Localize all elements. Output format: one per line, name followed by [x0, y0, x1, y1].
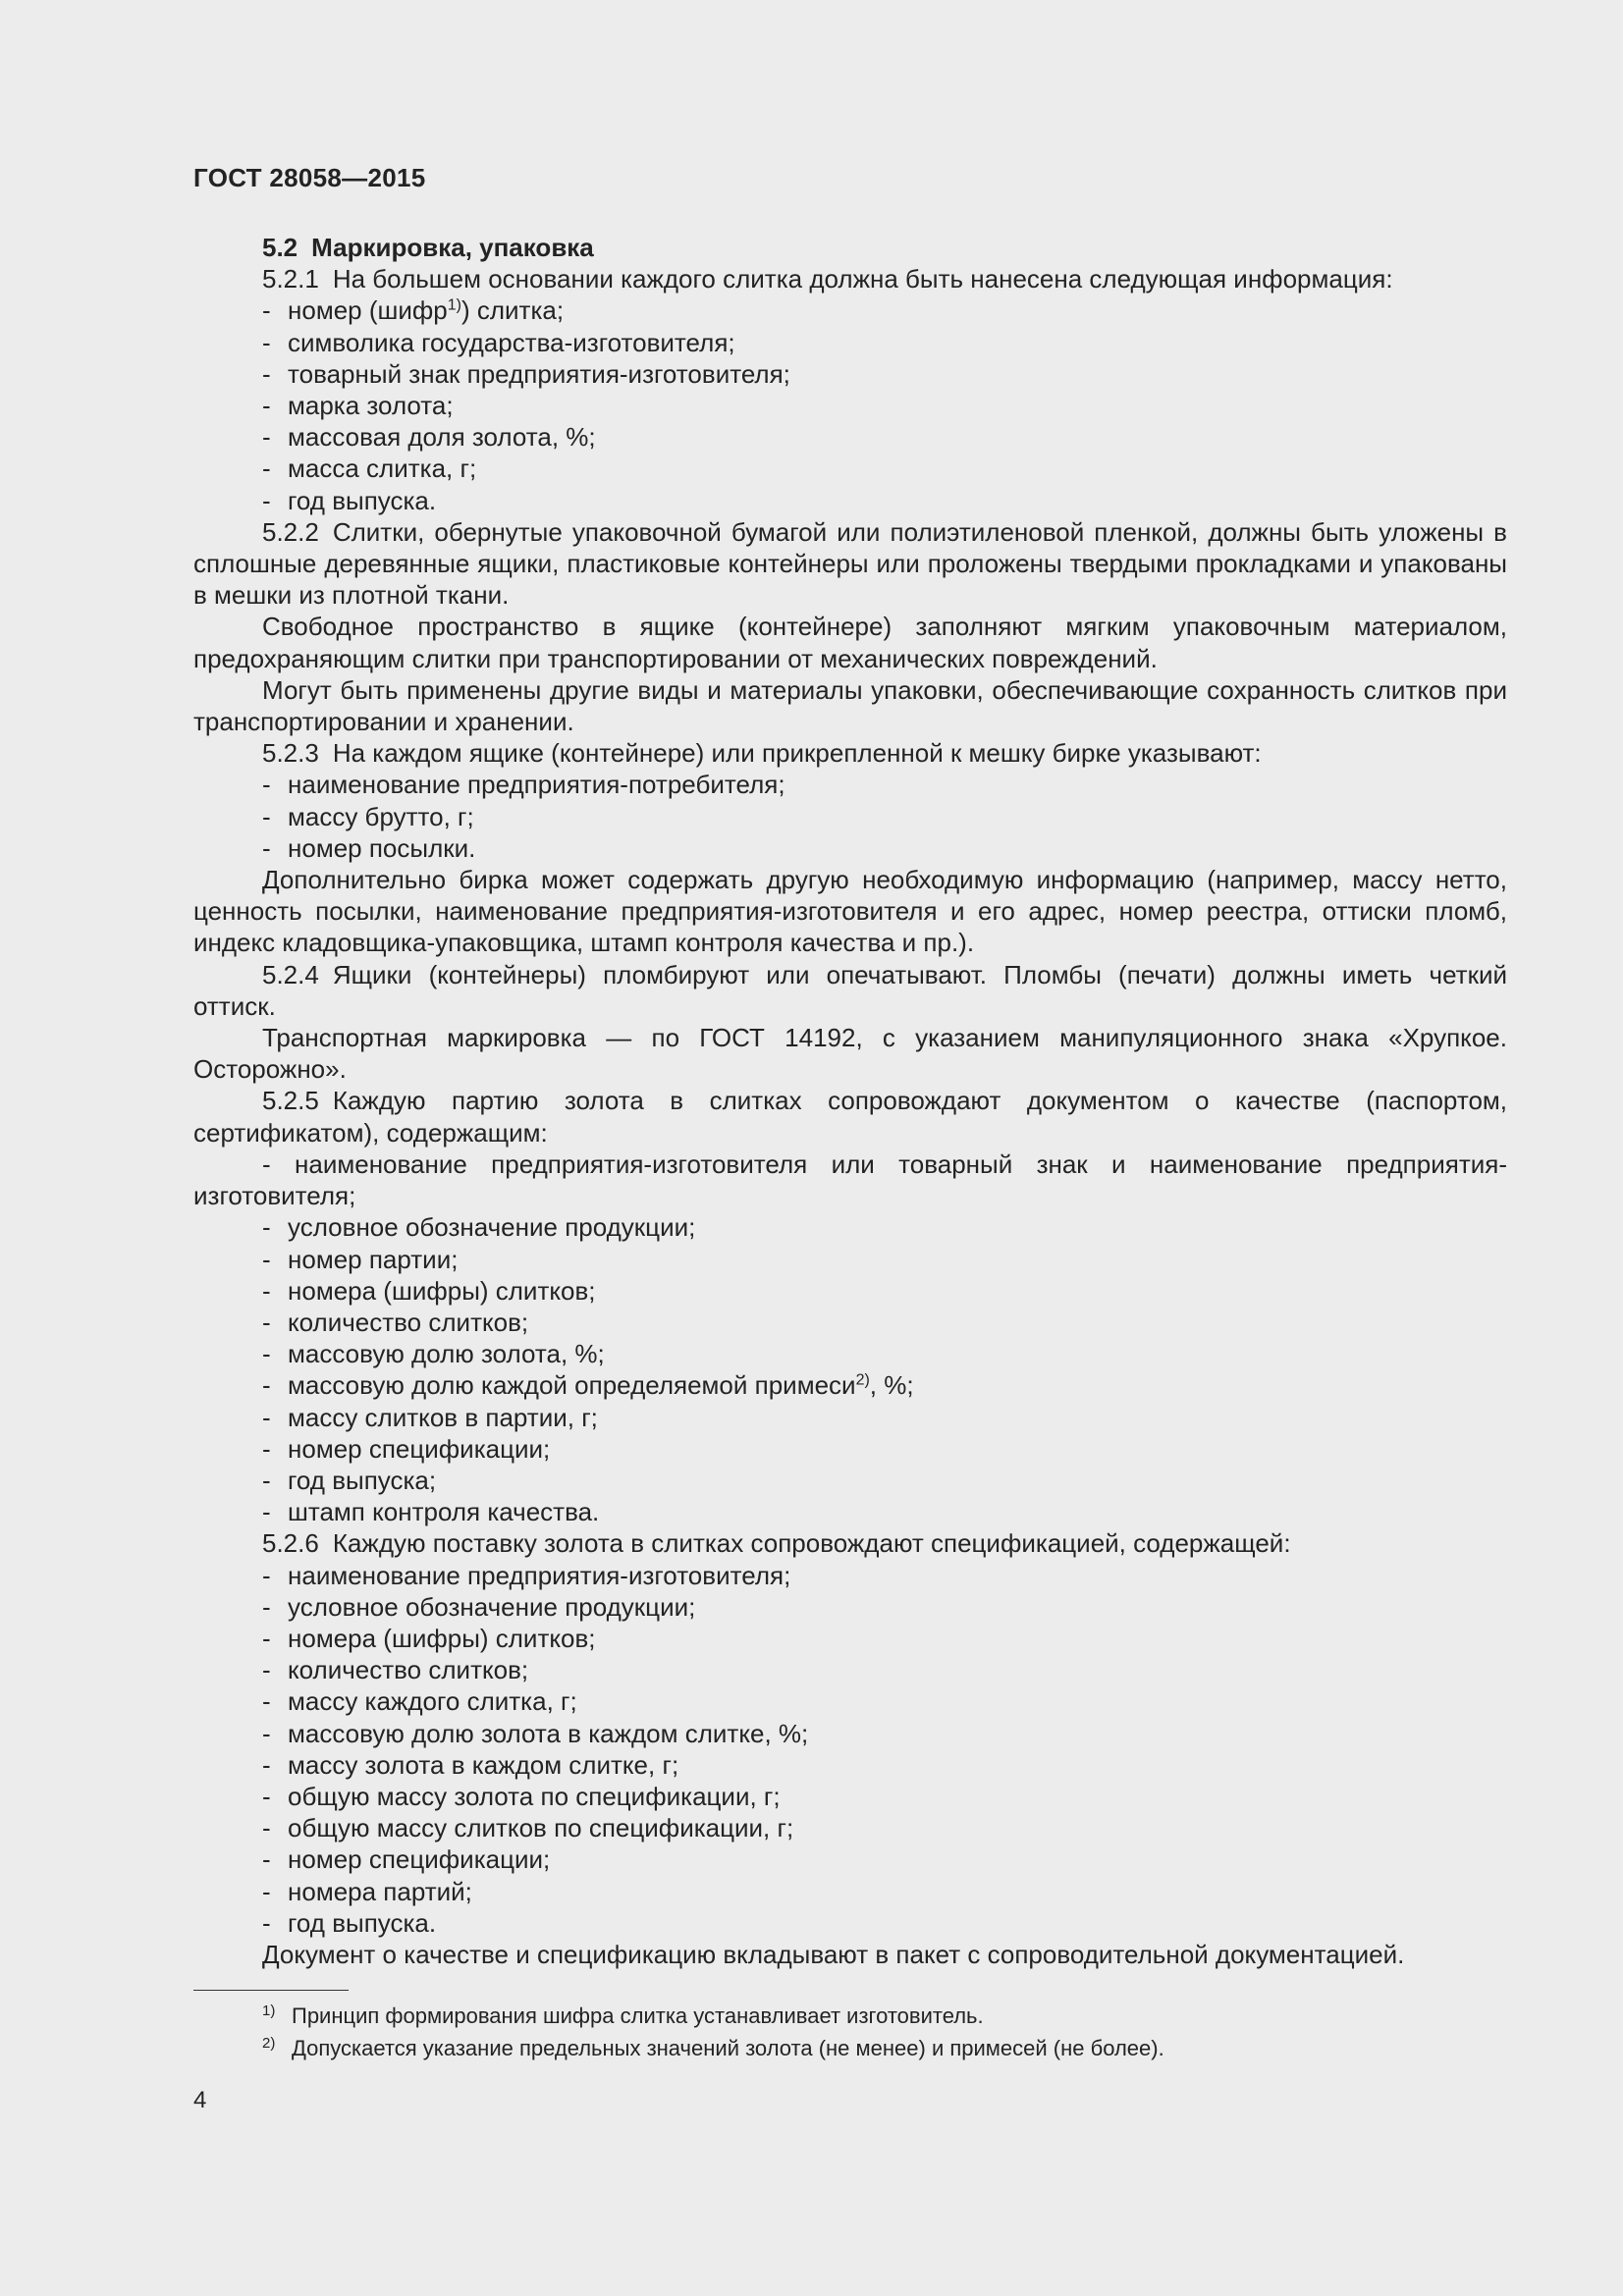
- list-item-text: условное обозначение продукции;: [288, 1591, 696, 1622]
- clause-number: 5.2.3: [262, 738, 319, 769]
- list-dash: -: [262, 1307, 271, 1337]
- paragraph: Могут быть применены другие виды и материалы упаковки, обеспечивающие сохранность слитков при транспортировании и хранении.: [193, 674, 1507, 737]
- list-item: [193, 1211, 1507, 1243]
- list-dash: -: [262, 1339, 271, 1369]
- list-item-text: номер (шифр: [288, 295, 448, 326]
- list-item: [193, 1749, 1507, 1781]
- list-item: [193, 453, 1507, 484]
- list-dash: -: [262, 1781, 271, 1811]
- list-item: [193, 1591, 1507, 1623]
- list-item: [193, 1338, 1507, 1369]
- list-item-text: номера (шифры) слитков;: [288, 1275, 596, 1306]
- list-item-text: общую массу слитков по спецификации, г;: [288, 1813, 794, 1843]
- list-item: [193, 1402, 1507, 1433]
- clause-5-2-4: [193, 959, 1507, 1022]
- clause-text: Каждую поставку золота в слитках сопровождают спецификацией, содержащей:: [332, 1528, 1291, 1559]
- clause-5-2-6: [193, 1527, 1507, 1559]
- list-item-text: номер посылки.: [288, 832, 476, 863]
- list-item: [193, 1496, 1507, 1527]
- list-item-text: наименование предприятия-потребителя;: [288, 770, 785, 800]
- list-item: [193, 327, 1507, 358]
- clause-text: Слитки, обернутые упаковочной бумагой или полиэтиленовой пленкой, должны быть уложены в сплошные деревянные ящики, пластиковые контейнеры или проложены твердыми прокладками и упакованы в мешки из плотной ткани.: [193, 516, 1507, 611]
- list-dash: -: [262, 1844, 271, 1875]
- footnote: 2) Допускается указание предельных значений золота (не менее) и примесей (не более).: [262, 2034, 1164, 2060]
- list-5-2-1: [193, 327, 1507, 516]
- list-dash: -: [262, 1497, 271, 1527]
- list-dash: -: [262, 770, 271, 800]
- list-5-2-5-b: [193, 1402, 1507, 1528]
- list-item: [193, 1843, 1507, 1875]
- list-dash: -: [262, 1402, 271, 1432]
- list-item-text: год выпуска.: [288, 1907, 437, 1938]
- list-item: [193, 1654, 1507, 1685]
- list-item: [193, 294, 1507, 326]
- list-item: [193, 1307, 1507, 1338]
- list-dash: -: [262, 1212, 271, 1243]
- list-item-text: номера партий;: [288, 1876, 472, 1906]
- list-item: [193, 1685, 1507, 1717]
- list-item-text: массовую долю каждой определяемой примеси: [288, 1370, 856, 1401]
- clause-5-2-2: [193, 516, 1507, 612]
- list-dash: -: [262, 1465, 271, 1495]
- list-item-text: масса слитка, г;: [288, 454, 477, 484]
- list-dash: -: [262, 1876, 271, 1906]
- list-item-text: номера (шифры) слитков;: [288, 1623, 596, 1653]
- list-item-text: массу золота в каждом слитке, г;: [288, 1749, 679, 1780]
- list-dash: -: [262, 1370, 271, 1401]
- footnote: 1) Принцип формирования шифра слитка устанавливает изготовитель.: [262, 2002, 984, 2028]
- footnotes: [262, 2000, 1507, 2064]
- section-title: Маркировка, упаковка: [311, 233, 594, 262]
- list-item: [193, 421, 1507, 453]
- list-item-text: номер спецификации;: [288, 1844, 551, 1875]
- clause-text: На большем основании каждого слитка должна быть нанесена следующая информация:: [332, 264, 1393, 294]
- list-item-text: общую массу золота по спецификации, г;: [288, 1781, 781, 1811]
- list-item: [193, 1812, 1507, 1843]
- list-5-2-3: [193, 769, 1507, 864]
- list-item-text: товарный знак предприятия-изготовителя;: [288, 358, 790, 389]
- footnote-ref: 1): [447, 296, 461, 314]
- list-item-text: год выпуска.: [288, 485, 437, 515]
- clause-5-2-1: [193, 263, 1507, 294]
- clause-text: Ящики (контейнеры) пломбируют или опечатывают. Пломбы (печати) должны иметь четкий оттиск.: [193, 959, 1507, 1021]
- list-5-2-6: [193, 1560, 1507, 1939]
- list-dash: -: [262, 1623, 271, 1653]
- list-item-text: марка золота;: [288, 391, 454, 421]
- list-item: [193, 1907, 1507, 1939]
- list-5-2-5-a: [193, 1211, 1507, 1369]
- list-item: [193, 801, 1507, 832]
- list-item-text: год выпуска;: [288, 1465, 437, 1495]
- clause-text: Каждую партию золота в слитках сопровождают документом о качестве (паспортом, сертификатом), содержащим:: [193, 1086, 1507, 1148]
- footnote-ref: 2): [855, 1371, 870, 1389]
- list-item-text: штамп контроля качества.: [288, 1497, 600, 1527]
- list-item: [193, 1718, 1507, 1749]
- clause-number: 5.2.4: [262, 959, 319, 989]
- document-header: ГОСТ 28058—2015: [193, 163, 426, 192]
- list-item: [193, 1560, 1507, 1591]
- list-item: [193, 1781, 1507, 1812]
- clause-number: 5.2.1: [262, 264, 319, 294]
- list-dash: -: [262, 1244, 271, 1274]
- document-body: [193, 232, 1507, 1970]
- list-item: [193, 1275, 1507, 1307]
- footnote-text: Допускается указание предельных значений золота (не менее) и примесей (не более).: [292, 2036, 1164, 2060]
- clause-number: 5.2.5: [262, 1086, 319, 1116]
- paragraph: Свободное пространство в ящике (контейнере) заполняют мягким упаковочным материалом, предохраняющим слитки при транспортировании от механических повреждений.: [193, 612, 1507, 673]
- list-item-text: массовую долю золота в каждом слитке, %;: [288, 1718, 809, 1748]
- list-dash: -: [262, 832, 271, 863]
- list-dash: -: [262, 801, 271, 831]
- clause-number: 5.2.2: [262, 516, 319, 547]
- list-item: [193, 769, 1507, 800]
- section-heading: [193, 232, 1507, 263]
- list-item-text: количество слитков;: [288, 1307, 529, 1337]
- list-item: [193, 1623, 1507, 1654]
- page-number: 4: [193, 2087, 207, 2113]
- list-item: [193, 1244, 1507, 1275]
- list-item-text: массу каждого слитка, г;: [288, 1686, 577, 1717]
- list-dash: -: [262, 1433, 271, 1464]
- list-item: - наименование предприятия-изготовителя или товарный знак и наименование предприятия-изготовителя;: [193, 1148, 1507, 1211]
- list-dash: -: [262, 454, 271, 484]
- clause-text: На каждом ящике (контейнере) или прикрепленной к мешку бирке указывают:: [332, 738, 1262, 769]
- list-item-text: условное обозначение продукции;: [288, 1212, 696, 1243]
- list-item-text: массу слитков в партии, г;: [288, 1402, 598, 1432]
- list-item-text: массу брутто, г;: [288, 801, 474, 831]
- list-dash: -: [262, 391, 271, 421]
- list-item: [193, 1876, 1507, 1907]
- list-dash: -: [262, 358, 271, 389]
- clause-5-2-5: [193, 1085, 1507, 1148]
- list-dash: -: [262, 1591, 271, 1622]
- footnote-text: Принцип формирования шифра слитка устанавливает изготовитель.: [292, 2003, 984, 2028]
- list-dash: -: [262, 1275, 271, 1306]
- list-dash: -: [262, 1749, 271, 1780]
- list-dash: -: [262, 1907, 271, 1938]
- list-item-text: символика государства-изготовителя;: [288, 327, 735, 357]
- list-dash: -: [262, 295, 271, 326]
- list-dash: -: [262, 422, 271, 453]
- list-item-text: ) слитка;: [460, 295, 565, 326]
- list-item-text: количество слитков;: [288, 1655, 529, 1685]
- list-item: [193, 390, 1507, 421]
- section-number: 5.2: [262, 233, 298, 262]
- clause-5-2-3: [193, 737, 1507, 769]
- list-dash: -: [262, 1686, 271, 1717]
- paragraph: Транспортная маркировка — по ГОСТ 14192, с указанием манипуляционного знака «Хрупкое. Осторожно».: [193, 1023, 1507, 1085]
- list-dash: -: [262, 1655, 271, 1685]
- paragraph: Дополнительно бирка может содержать другую необходимую информацию (например, массу нетто, ценность посылки, наименование предприятия-изготовителя и его адрес, номер реестра, оттиски пломб, индекс кладовщика-упаковщика, штамп контроля качества и пр.).: [193, 865, 1507, 958]
- list-item-text: номер партии;: [288, 1244, 459, 1274]
- list-item: [193, 1369, 1507, 1401]
- list-item: [193, 485, 1507, 516]
- list-item: [193, 1465, 1507, 1496]
- list-dash: -: [262, 1718, 271, 1748]
- list-item-text: наименование предприятия-изготовителя;: [288, 1560, 791, 1590]
- list-item-text: , %;: [869, 1370, 914, 1401]
- list-item-text: массовую долю золота, %;: [288, 1339, 605, 1369]
- list-dash: -: [262, 1560, 271, 1590]
- list-item-text: массовая доля золота, %;: [288, 422, 596, 453]
- closing-paragraph: Документ о качестве и спецификацию вкладывают в пакет с сопроводительной документацией.: [262, 1939, 1405, 1969]
- list-item: [193, 358, 1507, 390]
- list-dash: -: [262, 485, 271, 515]
- list-dash: -: [262, 327, 271, 357]
- footnote-divider: [193, 1990, 349, 1991]
- list-dash: -: [262, 1813, 271, 1843]
- list-item-text: номер спецификации;: [288, 1433, 551, 1464]
- list-item: [193, 832, 1507, 864]
- list-item: [193, 1433, 1507, 1465]
- clause-number: 5.2.6: [262, 1528, 319, 1559]
